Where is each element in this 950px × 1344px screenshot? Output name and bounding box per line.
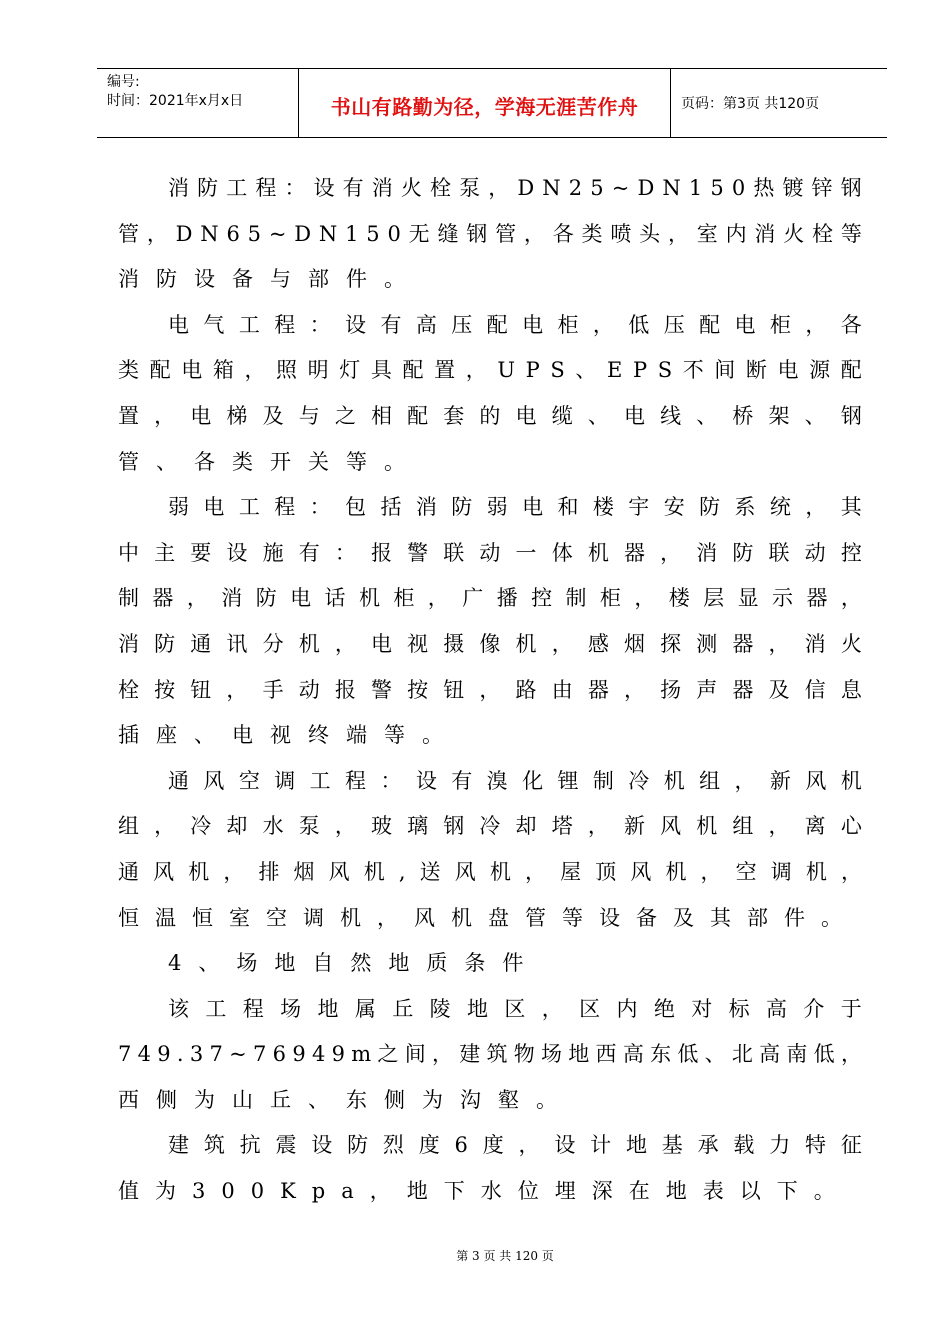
text-line: 消 防 工 程 ： 设 有 消 火 栓 泵 ， D N 2 5 ~ D N 1 5 0 热 镀 锌 钢	[168, 176, 862, 200]
time-label: 时间：2021年x月x日	[107, 93, 244, 109]
text-line: 通 风 空 调 工 程 ： 设 有 溴 化 锂 制 冷 机 组 ， 新 风 机	[168, 768, 862, 793]
text-line: 建 筑 抗 震 设 防 烈 度 6 度 ， 设 计 地 基 承 载 力 特 征	[168, 1133, 862, 1158]
page-footer: 第 3 页 共 120 页	[456, 1249, 554, 1263]
header-meta	[107, 73, 243, 111]
text-line: 类 配 电 箱 ， 照 明 灯 具 配 置 ， U P S 、 E P S 不 间 断 电 源 配	[118, 358, 862, 383]
text-line: 栓 按 钮 ， 手 动 报 警 按 钮 ， 路 由 器 ， 扬 声 器 及 信 息	[118, 677, 862, 702]
page-header	[97, 68, 887, 138]
text-line: 中 主 要 设 施 有 ： 报 警 联 动 一 体 机 器 ， 消 防 联 动 控	[118, 540, 862, 565]
text-line: 电 气 工 程 ： 设 有 高 压 配 电 柜 ， 低 压 配 电 柜 ， 各	[168, 312, 862, 337]
text-line: 消防设备与部件。	[118, 267, 422, 292]
text-line: 消 防 通 讯 分 机 ， 电 视 摄 像 机 ， 感 烟 探 测 器 ， 消 火	[118, 631, 862, 656]
text-line: 制 器 ， 消 防 电 话 机 柜 ， 广 播 控 制 柜 ， 楼 层 显 示 器 ，	[118, 586, 862, 611]
text-line: 插座、电视终端等。	[118, 723, 460, 748]
text-line: 组 ， 冷 却 水 泵 ， 玻 璃 钢 冷 却 塔 ， 新 风 机 组 ， 离 心	[118, 814, 862, 839]
header-motto: 书山有路勤为径，学海无涯苦作舟	[330, 95, 639, 119]
text-line: 值为300Kpa，地下水位埋深在地表以下。	[118, 1179, 851, 1204]
text-line: 4、场地自然地质条件	[168, 951, 541, 976]
number-label: 编号:	[107, 74, 140, 90]
text-line: 弱 电 工 程 ： 包 括 消 防 弱 电 和 楼 宇 安 防 系 统 ， 其	[168, 495, 862, 520]
text-line: 西侧为山丘、东侧为沟壑。	[118, 1087, 574, 1112]
text-line: 管 ， D N 6 5 ~ D N 1 5 0 无 缝 钢 管 ， 各 类 喷 头 ， 室 内 消 火 栓 等	[118, 221, 862, 246]
text-line: 恒温恒室空调机，风机盘管等设备及其部件。	[118, 905, 858, 930]
text-line: 置 ， 电 梯 及 与 之 相 配 套 的 电 缆 、 电 线 、 桥 架 、 钢	[118, 403, 862, 428]
text-line: 管、各类开关等。	[118, 449, 422, 474]
header-divider	[670, 69, 671, 137]
text-line: 该 工 程 场 地 属 丘 陵 地 区 ， 区 内 绝 对 标 高 介 于	[168, 996, 862, 1021]
document-body	[118, 166, 862, 1215]
text-line: 通 风 机 ， 排 烟 风 机 , 送 风 机 ， 屋 顶 风 机 ， 空 调 机 ，	[118, 859, 862, 884]
header-page-label: 页码：第3页 共120页	[681, 96, 820, 112]
text-line: 7 4 9 . 3 7 ~ 7 6 9 4 9 m 之 间 ， 建 筑 物 场 地 西 高 东 低 、 北 高 南 低 ，	[118, 1042, 862, 1067]
